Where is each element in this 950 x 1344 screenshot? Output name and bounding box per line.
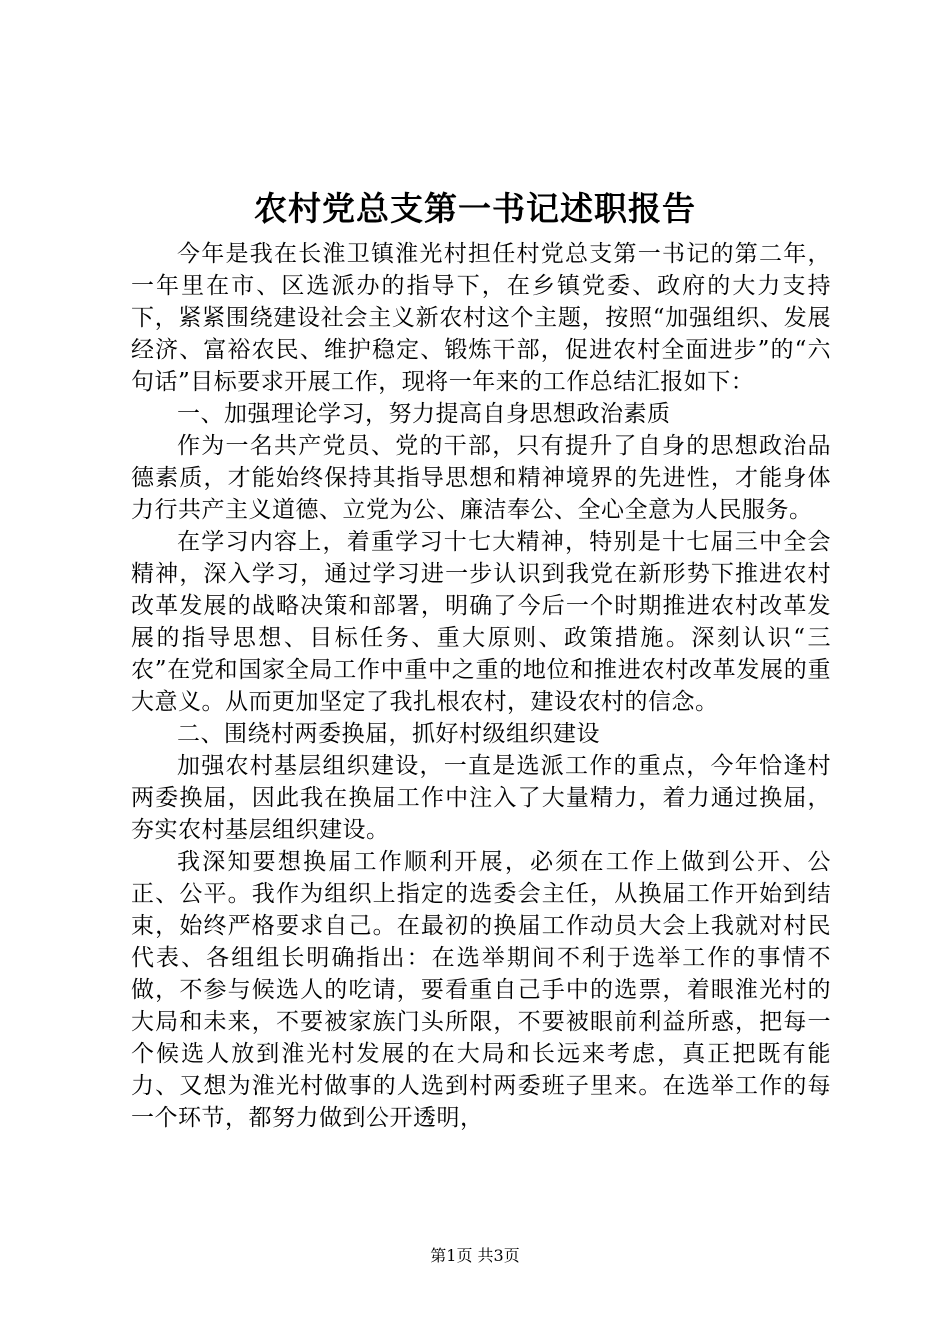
paragraph-2: 在学习内容上，着重学习十七大精神，特别是十七届三中全会精神，深入学习，通过学习进一步认识到我党在新形势下推进农村改革发展的战略决策和部署，明确了今后一个时期推进农村改革发展的指导思想、目标任务、重大原则、政策措施。深刻认识“三农”在党和国家全局工作中重中之重的地位和推进农村改革发展的重大意义。从而更加坚定了我扎根农村，建设农村的信念。 [131, 529, 831, 715]
document-title: 农村党总支第一书记述职报告 [254, 189, 696, 228]
paragraph-4: 我深知要想换届工作顺利开展，必须在工作上做到公开、公正、公平。我作为组织上指定的选委会主任，从换届工作开始到结束，始终严格要求自己。在最初的换届工作动员大会上我就对村民代表、各组组长明确指出：在选举期间不利于选举工作的事情不做，不参与候选人的吃请，要看重自己手中的选票，着眼淮光村的大局和未来，不要被家族门头所限，不要被眼前利益所惑，把每一个候选人放到淮光村发展的在大局和长远来考虑，真正把既有能力、又想为淮光村做事的人选到村两委班子里来。在选举工作的每一个环节，都努力做到公开透明， [131, 849, 831, 1131]
section-heading-2: 二、围绕村两委换届，抓好村级组织建设 [177, 721, 600, 747]
paragraph-1: 作为一名共产党员、党的干部，只有提升了自身的思想政治品德素质，才能始终保持其指导思想和精神境界的先进性，才能身体力行共产主义道德、立党为公、廉洁奉公、全心全意为人民服务。 [131, 433, 831, 523]
page-footer: 第1页 共3页 [430, 1246, 520, 1265]
paragraph-intro: 今年是我在长淮卫镇淮光村担任村党总支第一书记的第二年，一年里在市、区选派办的指导下，在乡镇党委、政府的大力支持下，紧紧围绕建设社会主义新农村这个主题，按照“加强组织、发展经济、富裕农民、维护稳定、锻炼干部，促进农村全面进步”的“六句话”目标要求开展工作，现将一年来的工作总结汇报如下： [131, 241, 831, 395]
document-body [131, 238, 831, 1134]
paragraph-3: 加强农村基层组织建设，一直是选派工作的重点，今年恰逢村两委换届，因此我在换届工作中注入了大量精力，着力通过换届，夯实农村基层组织建设。 [131, 753, 831, 843]
section-heading-1: 一、加强理论学习，努力提高自身思想政治素质 [177, 401, 671, 427]
